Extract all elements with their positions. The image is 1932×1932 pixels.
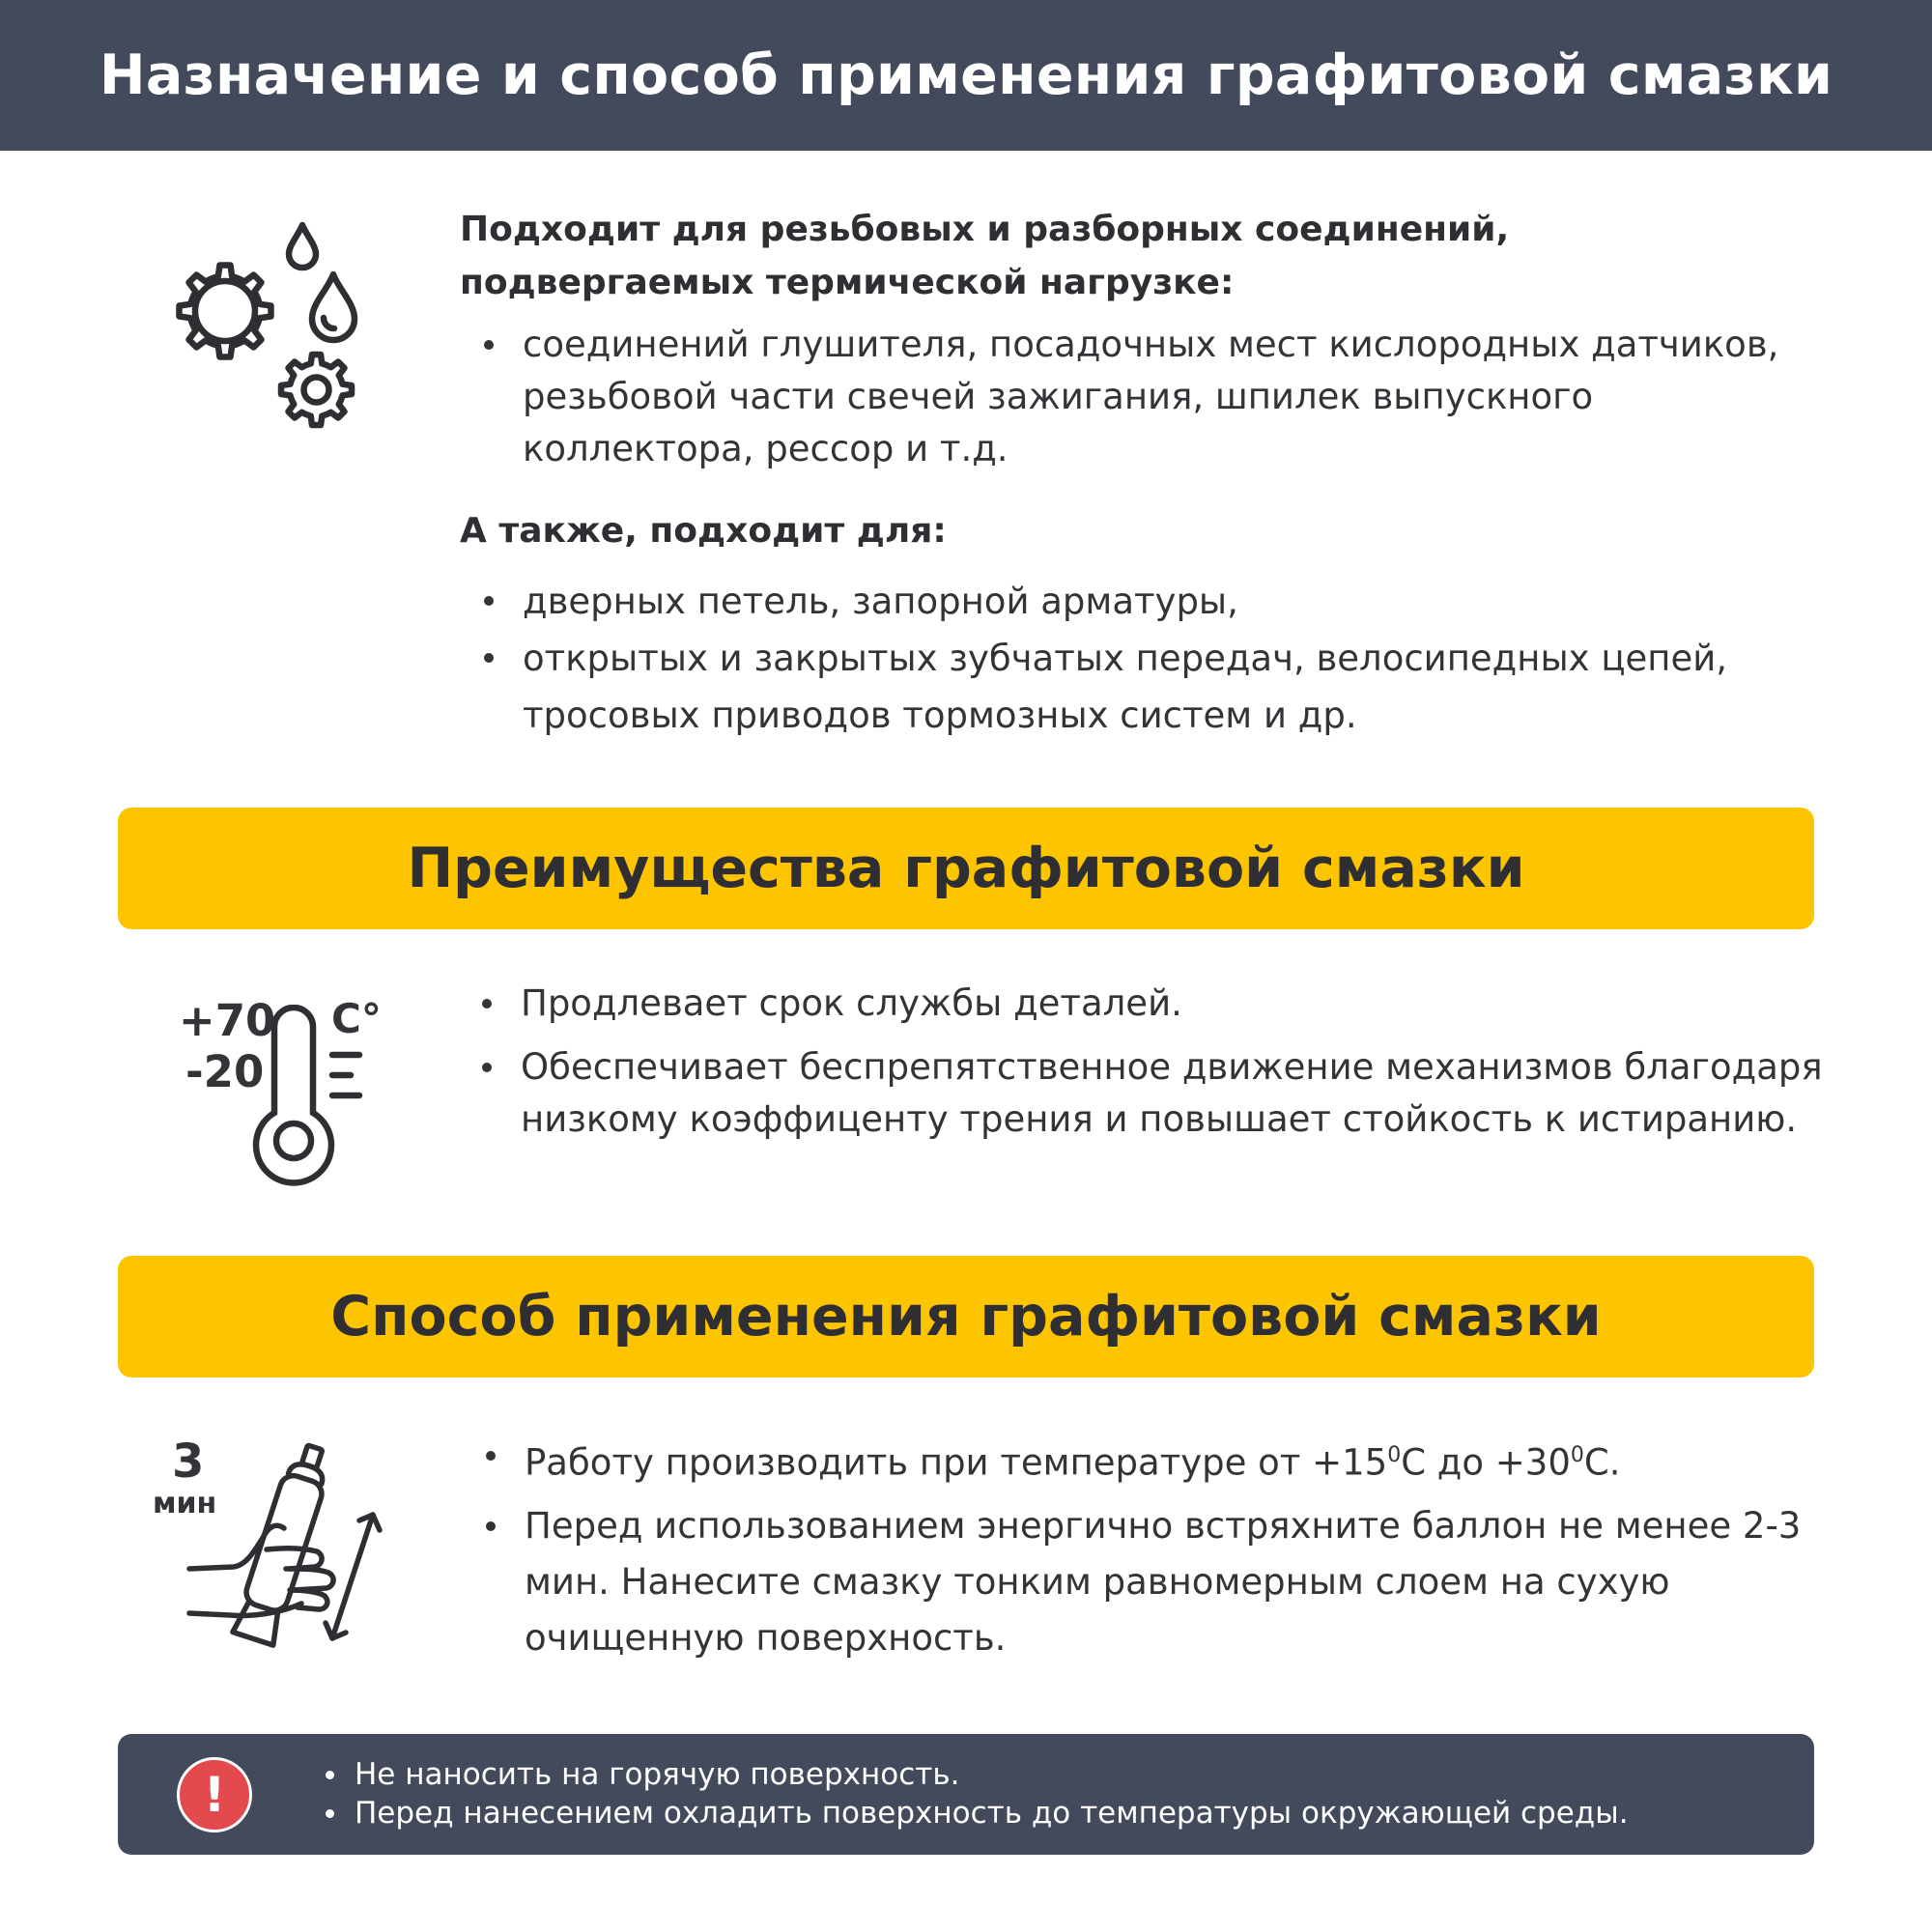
warning-item: Перед нанесением охладить поверхность до температуры окружающей среды. <box>311 1794 1629 1833</box>
advantage-item: Продлевает срок службы деталей. <box>458 978 1839 1030</box>
shake-time-unit: мин <box>153 1487 217 1520</box>
warning-item: Не наносить на горячую поверхность. <box>311 1755 1629 1794</box>
temp-min-label: -20 <box>185 1046 265 1097</box>
page-title: Назначение и способ применения графитовой смазки <box>99 43 1833 107</box>
application-title: Способ применения графитовой смазки <box>330 1285 1602 1349</box>
application-banner <box>118 1256 1814 1378</box>
purpose-heading-line1: Подходит для резьбовых и разборных соединений, <box>460 210 1510 249</box>
application-item: Работу производить при температуре от $+15^0С$ до $+30^0С$. <box>462 1428 1843 1491</box>
exclamation-icon: ! <box>177 1757 252 1833</box>
also-list-item: дверных петель, запорной арматуры, <box>460 573 1832 630</box>
also-heading: А также, подходит для: <box>460 511 947 551</box>
purpose-list-item: соединений глушителя, посадочных мест кислородных датчиков, резьбовой части свечей зажигания, шпилек выпускного коллектора, рессор и т.д. <box>460 319 1832 475</box>
header-bar <box>0 0 1932 151</box>
gears-oil-drops-icon <box>162 220 375 471</box>
temp-max-label: +70 <box>179 995 276 1046</box>
shake-time-value: 3 <box>172 1435 205 1489</box>
temp-unit-label: C° <box>331 995 382 1042</box>
warning-box <box>118 1734 1814 1855</box>
advantages-title: Преимущества графитовой смазки <box>407 837 1525 900</box>
application-item: Перед использованием энергично встряхните баллон не менее 2-3 мин. Нанесите смазку тонким равномерным слоем на сухую очищенную поверхность. <box>462 1498 1843 1666</box>
hand-spray-can-icon <box>184 1441 386 1659</box>
purpose-section <box>460 203 1832 744</box>
also-list-item: открытых и закрытых зубчатых передач, велосипедных цепей, тросовых приводов тормозных систем и др. <box>460 630 1832 744</box>
purpose-heading-line2: подвергаемых термической нагрузке: <box>460 263 1235 302</box>
thermometer-icon <box>251 1005 367 1188</box>
advantages-banner <box>118 808 1814 929</box>
advantage-item: Обеспечивает беспрепятственное движение механизмов благодаря низкому коэффиценту трения и повышает стойкость к истиранию. <box>458 1041 1839 1146</box>
advantages-section <box>458 978 1839 1157</box>
application-section <box>462 1428 1843 1674</box>
